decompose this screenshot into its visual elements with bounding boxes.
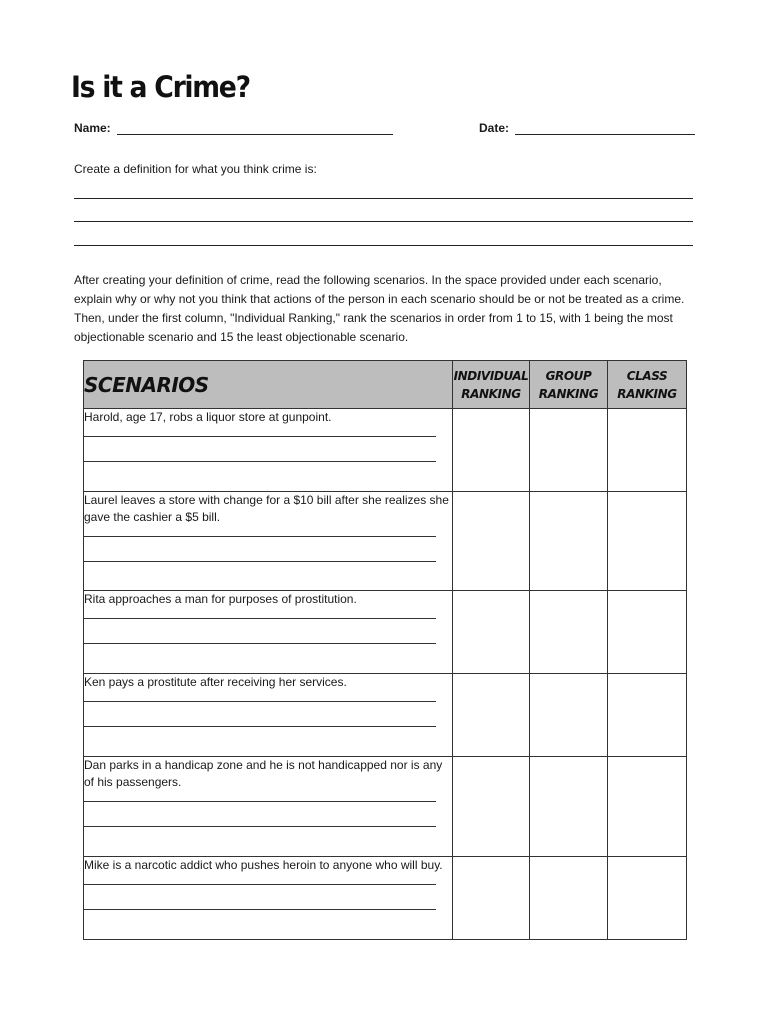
class-ranking-cell[interactable] <box>608 757 687 857</box>
table-row <box>84 674 687 757</box>
group-ranking-cell[interactable] <box>530 492 608 591</box>
name-blank[interactable] <box>117 122 393 135</box>
instructions-paragraph: After creating your definition of crime, read the following scenarios. In the space provided under each scenario, explain why or why not you think that actions of the person in each scenario should be or not be treated as a crime. Then, under the first column, "Individual Ranking," rank the scenarios in order from 1 to 15, with 1 being the most objectionable scenario and 15 the least objectionable scenario. <box>74 273 685 344</box>
group-ranking-cell[interactable] <box>530 857 608 940</box>
worksheet-title: Is it a Crime? <box>71 70 250 104</box>
answer-line[interactable] <box>84 884 436 885</box>
scenario-cell <box>84 409 453 492</box>
scenario-text: Harold, age 17, robs a liquor store at gunpoint. <box>84 410 332 424</box>
header-scenarios-label: SCENARIOS <box>84 372 209 397</box>
table-row <box>84 409 687 492</box>
individual-ranking-cell[interactable] <box>453 591 530 674</box>
name-label: Name: <box>74 121 111 135</box>
answer-line[interactable] <box>84 643 436 644</box>
date-label: Date: <box>479 121 510 135</box>
scenario-cell <box>84 674 453 757</box>
answer-line[interactable] <box>84 701 436 702</box>
individual-ranking-cell[interactable] <box>453 857 530 940</box>
header-class-ranking <box>608 361 687 409</box>
date-field <box>479 121 695 135</box>
scenario-cell <box>84 857 453 940</box>
date-blank[interactable] <box>515 122 695 135</box>
header-group-line2: RANKING <box>538 386 599 401</box>
class-ranking-cell[interactable] <box>608 591 687 674</box>
scenario-cell <box>84 492 453 591</box>
scenarios-table <box>83 360 687 940</box>
individual-ranking-cell[interactable] <box>453 674 530 757</box>
answer-line[interactable] <box>84 801 436 802</box>
header-group-line1: GROUP <box>545 368 592 383</box>
scenario-cell <box>84 757 453 857</box>
table-row <box>84 757 687 857</box>
scenario-text: Dan parks in a handicap zone and he is not handicapped nor is any of his passengers. <box>84 758 443 789</box>
header-individual-ranking <box>453 361 530 409</box>
group-ranking-cell[interactable] <box>530 591 608 674</box>
answer-line[interactable] <box>84 726 436 727</box>
individual-ranking-cell[interactable] <box>453 757 530 857</box>
table-row <box>84 591 687 674</box>
scenario-cell <box>84 591 453 674</box>
answer-line[interactable] <box>84 618 436 619</box>
answer-line[interactable] <box>84 436 436 437</box>
group-ranking-cell[interactable] <box>530 757 608 857</box>
definition-prompt: Create a definition for what you think crime is: <box>74 162 317 176</box>
answer-line[interactable] <box>84 461 436 462</box>
class-ranking-cell[interactable] <box>608 492 687 591</box>
individual-ranking-cell[interactable] <box>453 492 530 591</box>
definition-line-2[interactable] <box>74 221 693 222</box>
class-ranking-cell[interactable] <box>608 674 687 757</box>
scenario-text: Rita approaches a man for purposes of prostitution. <box>84 592 357 606</box>
answer-line[interactable] <box>84 909 436 910</box>
class-ranking-cell[interactable] <box>608 409 687 492</box>
header-individual-line2: RANKING <box>461 386 521 401</box>
class-ranking-cell[interactable] <box>608 857 687 940</box>
header-scenarios <box>84 361 453 409</box>
table-header-row <box>84 361 687 409</box>
group-ranking-cell[interactable] <box>530 674 608 757</box>
header-individual-line1: INDIVIDUAL <box>453 368 529 383</box>
scenario-text: Ken pays a prostitute after receiving her services. <box>84 675 347 689</box>
answer-line[interactable] <box>84 536 436 537</box>
answer-line[interactable] <box>84 561 436 562</box>
table-row <box>84 492 687 591</box>
table-row <box>84 857 687 940</box>
individual-ranking-cell[interactable] <box>453 409 530 492</box>
scenario-text: Mike is a narcotic addict who pushes heroin to anyone who will buy. <box>84 858 443 872</box>
name-field <box>74 121 393 135</box>
answer-line[interactable] <box>84 826 436 827</box>
header-class-line1: CLASS <box>626 368 668 383</box>
header-group-ranking <box>530 361 608 409</box>
scenario-text: Laurel leaves a store with change for a $10 bill after she realizes she gave the cashier a $5 bill. <box>84 493 449 524</box>
definition-line-3[interactable] <box>74 245 693 246</box>
definition-line-1[interactable] <box>74 198 693 199</box>
group-ranking-cell[interactable] <box>530 409 608 492</box>
header-class-line2: RANKING <box>617 386 677 401</box>
